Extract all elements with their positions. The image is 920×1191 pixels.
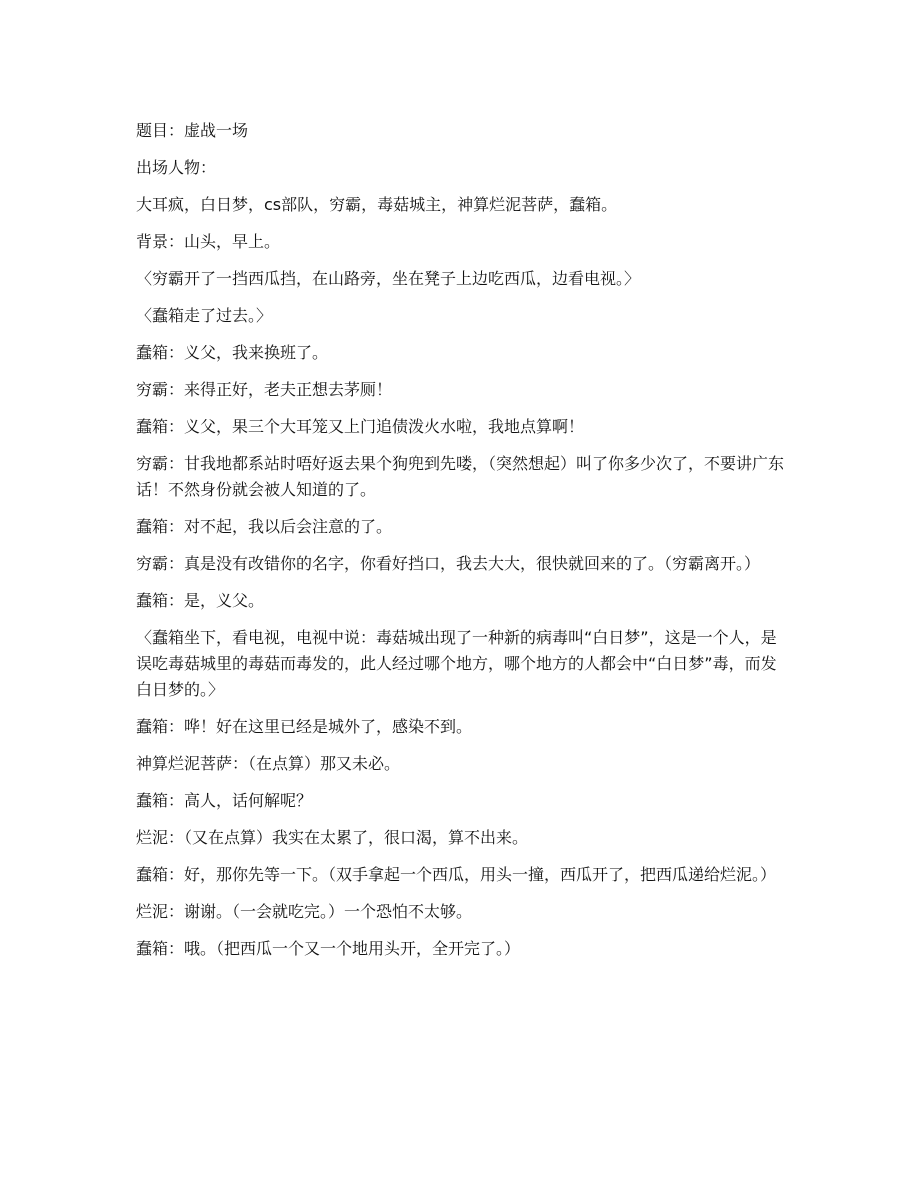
dialogue-line: 蠢箱：是，义父。 xyxy=(136,591,265,610)
dialogue-line: 穷霸：真是没有改错你的名字，你看好挡口，我去大大，很快就回来的了。（穷霸离开。） xyxy=(136,554,761,573)
dialogue-line: 蠢箱：义父，我来换班了。 xyxy=(136,343,329,362)
dialogue-line: 蠢箱：哗！好在这里已经是城外了，感染不到。 xyxy=(136,717,473,736)
document-page xyxy=(136,118,788,973)
title-line: 题目：虚战一场 xyxy=(136,121,249,140)
dialogue-line: 蠢箱：好，那你先等一下。（双手拿起一个西瓜，用头一撞，西瓜开了，把西瓜递给烂泥。） xyxy=(136,865,777,884)
setting-line: 背景：山头，早上。 xyxy=(136,232,281,251)
cast-heading: 出场人物： xyxy=(136,158,217,177)
stage-direction: 〈蠢箱走了过去。〉 xyxy=(136,306,273,325)
stage-direction: 〈蠢箱坐下，看电视，电视中说：毒菇城出现了一种新的病毒叫“白日梦”，这是一个人，是误吃毒菇城里的毒菇而毒发的，此人经过哪个地方，哪个地方的人都会中“白日梦”毒，而发白日梦的。〉 xyxy=(136,628,777,699)
dialogue-line: 蠢箱：高人，话何解呢？ xyxy=(136,791,313,810)
dialogue-line: 蠢箱：对不起，我以后会注意的了。 xyxy=(136,517,393,536)
dialogue-line: 穷霸：来得正好，老夫正想去茅厕！ xyxy=(136,380,393,399)
dialogue-line: 蠢箱：义父，果三个大耳笼又上门追债泼火水啦，我地点算啊！ xyxy=(136,417,585,436)
cast-list: 大耳疯，白日梦，cs部队，穷霸，毒菇城主，神算烂泥菩萨，蠢箱。 xyxy=(136,195,618,214)
dialogue-line: 烂泥：（又在点算）我实在太累了，很口渴，算不出来。 xyxy=(136,828,529,847)
dialogue-line: 神算烂泥菩萨：（在点算）那又未必。 xyxy=(136,754,401,773)
dialogue-line: 穷霸：甘我地都系站时唔好返去果个狗兜到先喽，（突然想起）叫了你多少次了，不要讲广东话！不然身份就会被人知道的了。 xyxy=(136,454,785,499)
stage-direction: 〈穷霸开了一挡西瓜挡，在山路旁，坐在凳子上边吃西瓜，边看电视。〉 xyxy=(136,269,641,288)
dialogue-line: 烂泥：谢谢。（一会就吃完。）一个恐怕不太够。 xyxy=(136,902,473,921)
dialogue-line: 蠢箱：哦。（把西瓜一个又一个地用头开，全开完了。） xyxy=(136,939,521,958)
